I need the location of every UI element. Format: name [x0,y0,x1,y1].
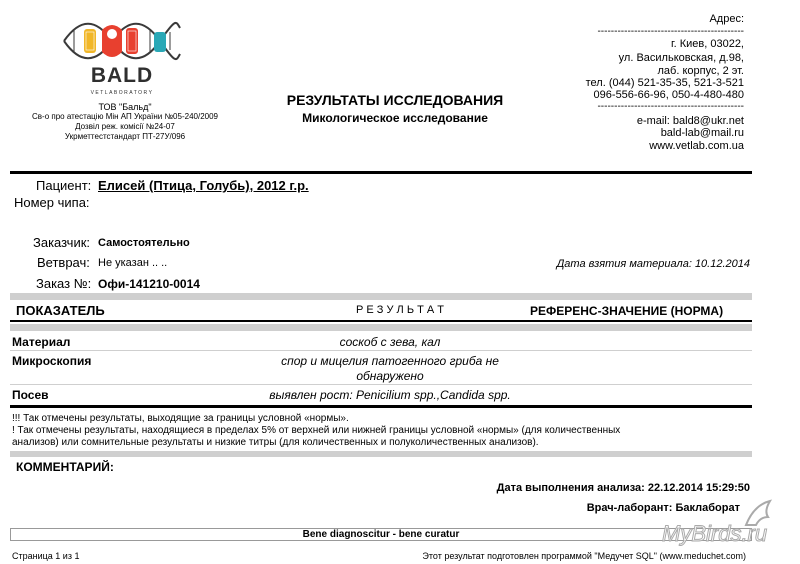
address-line-1: г. Киев, 03022, [670,38,744,50]
col-result-header: Р Е З У Л Ь Т А Т [356,304,444,316]
watermark [662,495,792,555]
motto-bar [10,528,752,541]
address-phone-1: тел. (044) 521-35-35, 521-3-521 [585,77,744,89]
patient-name: Елисей (Птица, Голубь), 2012 г.р. [98,178,309,193]
software-note: Этот результат подготовлен программой "Медучет SQL" (www.meduchet.com) [422,551,746,561]
chip-label: Номер чипа: [14,195,90,210]
completion-date: Дата выполнения анализа: 22.12.2014 15:29:50 [496,482,750,494]
address-divider-bottom: -------------------------------------------- [597,101,744,112]
vet-value: Не указан .. .. [98,257,168,269]
customer-label: Заказчик: [33,235,91,250]
address-email-2: bald-lab@mail.ru [660,127,744,139]
patient-label: Пациент: [36,178,92,193]
row-result: выявлен рост: Penicilium spp.,Candida spp. [269,388,511,402]
watermark-text: MyBirds.ru [662,521,768,546]
customer-value: Самостоятельно [98,237,190,249]
comment-label: КОММЕНТАРИЙ: [16,460,114,474]
address-web: www.vetlab.com.ua [649,140,744,152]
row-name: Посев [12,388,49,402]
lab-cert-3: Укрметтестстандарт ПТ-27У/096 [64,132,186,141]
row-result: соскоб с зева, кал [339,335,441,349]
dna-logo-icon [62,16,182,66]
comment-bar [10,451,752,457]
page-number: Страница 1 из 1 [12,551,80,561]
lab-doctor: Врач-лаборант: Баклаборат [586,502,740,514]
sample-date: Дата взятия материала: 10.12.2014 [556,258,750,270]
motto-text: Bene diagnoscitur - bene curatur [302,529,460,540]
note-outside-norm: !!! Так отмечены результаты, выходящие за границы условной «нормы». [12,413,349,424]
order-value: Офи-141210-0014 [98,277,200,291]
address-label: Адрес: [709,13,744,25]
address-line-3: лаб. корпус, 2 эт. [657,65,744,77]
row-result-line-1: спор и мицелия патогенного гриба не [281,354,499,368]
table-bottom-divider [10,405,752,408]
address-phone-2: 096-556-66-96, 050-4-480-480 [593,89,744,101]
table-header-bar-bottom [10,324,752,331]
vet-label: Ветврач: [37,255,90,270]
row-name: Материал [12,335,71,349]
logo-brand-sub: VETLABORATORY [90,90,154,96]
col-indicator-header: ПОКАЗАТЕЛЬ [16,303,105,318]
address-email: e-mail: bald8@ukr.net [636,115,744,127]
row-result-line-2: обнаружено [356,369,424,383]
header-divider [10,171,752,174]
page-subtitle: Микологическое исследование [302,111,488,125]
table-header-bar-top [10,293,752,300]
row-divider [10,384,752,385]
col-reference-header: РЕФЕРЕНС-ЗНАЧЕНИЕ (НОРМА) [530,304,724,318]
logo-brand: BALD [90,64,154,87]
page-title: РЕЗУЛЬТАТЫ ИССЛЕДОВАНИЯ [286,92,504,108]
lab-cert-2: Дозвіл реж. комісії №24-07 [75,122,175,131]
address-line-2: ул. Васильковская, д.98, [618,52,744,64]
order-label: Заказ №: [36,276,92,291]
note-near-norm-1: ! Так отмечены результаты, находящиеся в пределах 5% от верхней или нижней границы условной «нормы» (для количественных [12,425,621,436]
lab-logo [62,16,182,108]
lab-cert-1: Св-о про атестацію Мін АП України №05-240/2009 [32,112,218,121]
row-divider [10,350,752,351]
table-header-divider [10,320,752,322]
lab-company: ТОВ "Бальд" [98,102,152,112]
note-near-norm-2: анализов) или сомнительные результаты и низкие титры (для количественных и полуколичественных анализов). [12,437,539,448]
address-divider-top: -------------------------------------------- [597,26,744,37]
row-name: Микроскопия [12,354,92,368]
